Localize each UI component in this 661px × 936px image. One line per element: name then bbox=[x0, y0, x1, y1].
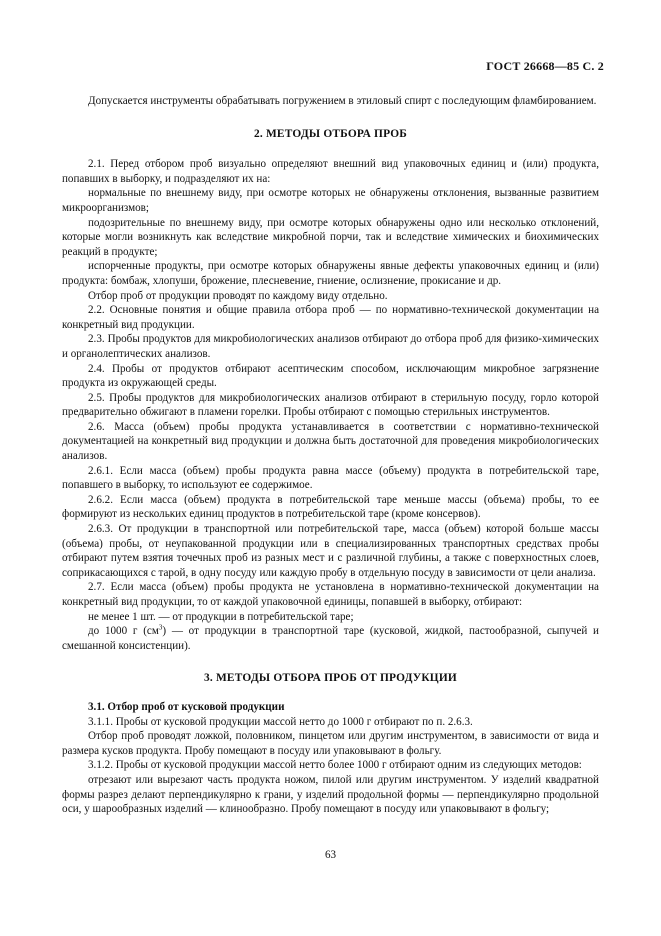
transport-text-b: ) — от продукции в транспортной таре (кусковой, жидкой, пастообразной, сыпучей и смешанной консистенции). bbox=[62, 625, 599, 652]
intro-paragraph: Допускается инструменты обрабатывать погружением в этиловый спирт с последующим фламбированием. bbox=[88, 95, 597, 107]
paragraph-2-2: 2.2. Основные понятия и общие правила отбора проб — по нормативно-технической документации на конкретный вид продукции. bbox=[62, 304, 599, 331]
paragraph-each-kind: Отбор проб от продукции проводят по каждому виду отдельно. bbox=[88, 289, 388, 302]
paragraph-2-6-1: 2.6.1. Если масса (объем) пробы продукта равна массе (объему) продукта в потребительской таре, попавшего в выборку, то используют ее содержимое. bbox=[62, 464, 599, 492]
paragraph-2-3: 2.3. Пробы продуктов для микробиологических анализов отбирают до отбора проб для физико-химических и органолептических анализов. bbox=[62, 333, 599, 360]
section-2-heading: 2. МЕТОДЫ ОТБОРА ПРОБ bbox=[253, 127, 408, 140]
paragraph-3-1-1b: Отбор проб проводят ложкой, половником, пинцетом или другим инструментом, в зависимости от вида и размера кусков продукта. Пробу помещают в посуду или упаковывают в фольгу. bbox=[62, 730, 599, 757]
transport-text-a: до 1000 г (см bbox=[88, 625, 159, 638]
item-min-consumer: не менее 1 шт. — от продукции в потребительской таре; bbox=[88, 610, 354, 623]
paragraph-2-7: 2.7. Если масса (объем) пробы продукта не установлена в нормативно-технической документации на конкретный вид продукции, то от каждой упаковочной единицы, попавшей в выборку, отбирают: bbox=[62, 581, 599, 608]
item-normal: нормальные по внешнему виду, при осмотре которых не обнаружены отклонения, вызванные развитием микроорганизмов; bbox=[62, 187, 599, 214]
paragraph-3-1-2: 3.1.2. Пробы от кусковой продукции массой нетто более 1000 г отбирают одним из следующих методов: bbox=[88, 759, 582, 772]
paragraph-3-1-2b: отрезают или вырезают часть продукта ножом, пилой или другим инструментом. У изделий квадратной формы разрез делают перпендикулярно к грани, у изделий продольной формы — перпендикулярно продольной оси, у шарообразных изделий — клинообразно. Пробу помещают в посуду или упаковывают в фольгу; bbox=[62, 773, 599, 816]
paragraph-2-6-3: 2.6.3. От продукции в транспортной или потребительской таре, масса (объем) которой больше массы (объема) пробы, от неупакованной продукции или в специализированных транспортных средствах пробы отбирают путем взятия точечных проб из разных мест и с различной глубины, а также с поверхностных слоев, соприкасающихся с тарой, в одну посуду или каждую пробу в отдельную посуду в зависимости от цели анализа. bbox=[62, 523, 599, 579]
item-suspicious: подозрительные по внешнему виду, при осмотре которых обнаружены одно или несколько отклонений, которые могли возникнуть как вследствие микробной порчи, так и вследствие химических и биохимических реакций в продукте; bbox=[62, 216, 599, 258]
paragraph-2-6: 2.6. Масса (объем) пробы продукта устанавливается в соответствии с нормативно-технической документацией на конкретный вид продукции и должна быть достаточной для проведения микробиологических анализов. bbox=[62, 420, 599, 463]
paragraph-2-1: 2.1. Перед отбором проб визуально определяют внешний вид упаковочных единиц и (или) продукта, попавших в выборку, и подразделяют их на: bbox=[62, 158, 599, 185]
paragraph-2-6-2: 2.6.2. Если масса (объем) продукта в потребительской таре меньше массы (объема) пробы, то ее формируют из нескольких единиц продуктов в потребительской таре (кроме консервов). bbox=[62, 493, 599, 521]
item-transport bbox=[62, 624, 599, 653]
page-content bbox=[62, 94, 599, 817]
paragraph-3-1-1: 3.1.1. Пробы от кусковой продукции массой нетто до 1000 г отбирают по п. 2.6.3. bbox=[88, 715, 473, 728]
standard-header: ГОСТ 26668—85 С. 2 bbox=[486, 59, 604, 73]
paragraph-2-4: 2.4. Пробы от продуктов отбирают асептическим способом, исключающим микробное загрязнение продукта из окружающей среды. bbox=[62, 362, 599, 390]
page-number: 63 bbox=[324, 849, 337, 861]
section-3-heading: 3. МЕТОДЫ ОТБОРА ПРОБ ОТ ПРОДУКЦИИ bbox=[203, 672, 457, 685]
item-spoiled: испорченные продукты, при осмотре которых обнаружены явные дефекты упаковочных единиц и (или) продукта: бомбаж, хлопуши, брожение, плесневение, гниение, ослизнение, прокисание и др. bbox=[62, 260, 599, 287]
subsection-3-1-heading: 3.1. Отбор проб от кусковой продукции bbox=[88, 700, 285, 713]
transport-superscript: 3 bbox=[158, 623, 163, 632]
paragraph-2-5: 2.5. Пробы продуктов для микробиологических анализов отбирают в стерильную посуду, горло которой предварительно обжигают в пламени горелки. Пробы отбирают с помощью стерильных инструментов. bbox=[62, 391, 599, 419]
